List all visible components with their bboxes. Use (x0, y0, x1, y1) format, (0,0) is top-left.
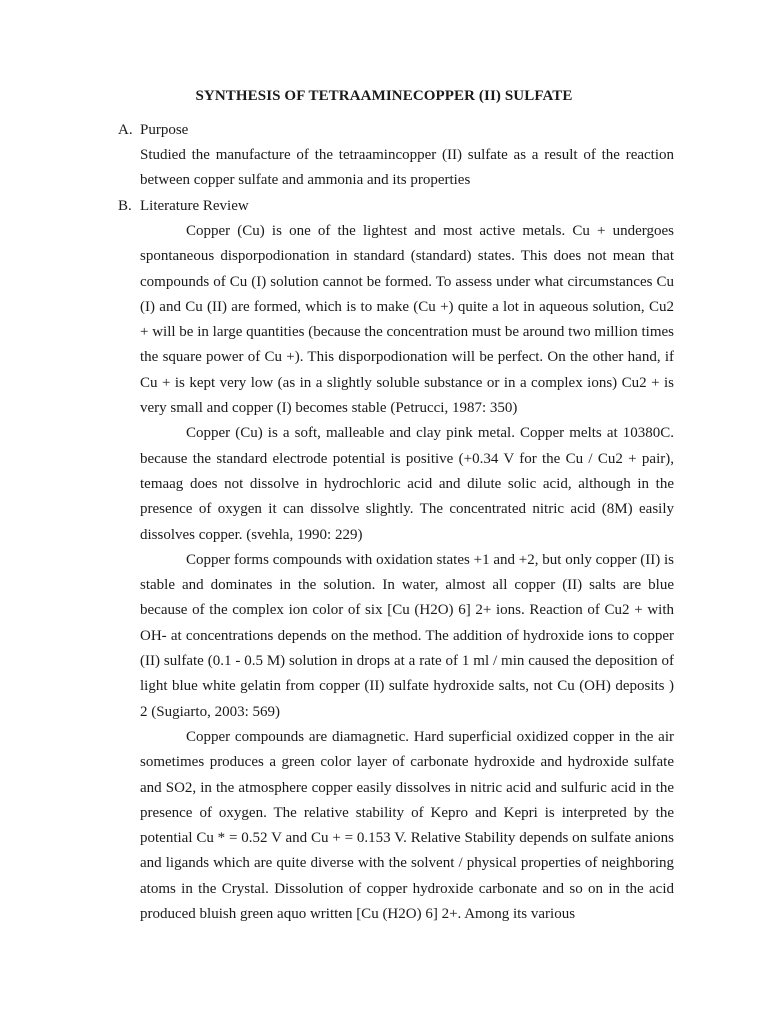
section-b-title: Literature Review (140, 198, 249, 214)
purpose-text: Studied the manufacture of the tetraamincopper (II) sulfate as a result of the reaction between copper sulfate and ammonia and its properties (140, 147, 674, 189)
section-a-title: Purpose (140, 122, 189, 138)
section-a-letter: A. (118, 122, 133, 138)
document-title: SYNTHESIS OF TETRAAMINECOPPER (II) SULFATE (195, 88, 573, 104)
section-a-body (140, 143, 674, 194)
section-b-letter: B. (118, 198, 132, 214)
paragraph: Copper forms compounds with oxidation states +1 and +2, but only copper (II) is stable and dominates in the solution. In water, almost all copper (II) salts are blue because of the complex ion color of six [Cu (H2O) 6] 2+ ions. Reaction of Cu2 + with OH- at concentrations depends on the method. The addition of hydroxide ions to copper (II) sulfate (0.1 - 0.5 M) solution in drops at a rate of 1 ml / min caused the deposition of light blue white gelatin from copper (II) sulfate hydroxide salts, not Cu (OH) deposits ) 2 (Sugiarto, 2003: 569) (140, 551, 674, 720)
paragraph: Copper (Cu) is a soft, malleable and clay pink metal. Copper melts at 10380C. because the standard electrode potential is positive (+0.34 V for the Cu / Cu2 + pair), temaag does not dissolve in hydrochloric acid and dilute solic acid, although in the presence of oxygen it can dissolve slightly. The concentrated nitric acid (8M) easily dissolves copper. (svehla, 1990: 229) (140, 425, 674, 543)
section-a-heading (118, 118, 188, 143)
section-b-heading (118, 194, 249, 219)
section-b-body (140, 219, 674, 927)
paragraph: Copper (Cu) is one of the lightest and most active metals. Cu + undergoes spontaneous disporpodionation in standard (standard) states. This does not mean that compounds of Cu (I) solution cannot be formed. To assess under what circumstances Cu (I) and Cu (II) are formed, which is to make (Cu +) quite a lot in aqueous solution, Cu2 + will be in large quantities (because the concentration must be around two million times the square power of Cu +). This disporpodionation will be perfect. On the other hand, if Cu + is kept very low (as in a slightly soluble substance or in a complex ions) Cu2 + is very small and copper (I) becomes stable (Petrucci, 1987: 350) (140, 223, 674, 417)
paragraph: Copper compounds are diamagnetic. Hard superficial oxidized copper in the air sometimes produces a green color layer of carbonate hydroxide and hydroxide sulfate and SO2, in the atmosphere copper easily dissolves in nitric acid and sulfuric acid in the presence of oxygen. The relative stability of Kepro and Kepri is interpreted by the potential Cu * = 0.52 V and Cu + = 0.153 V. Relative Stability depends on sulfate anions and ligands which are quite diverse with the solvent / physical properties of neighboring atoms in the Crystal. Dissolution of copper hydroxide carbonate and so on in the acid produced bluish green aquo written [Cu (H2O) 6] 2+. Among its various (140, 728, 674, 923)
